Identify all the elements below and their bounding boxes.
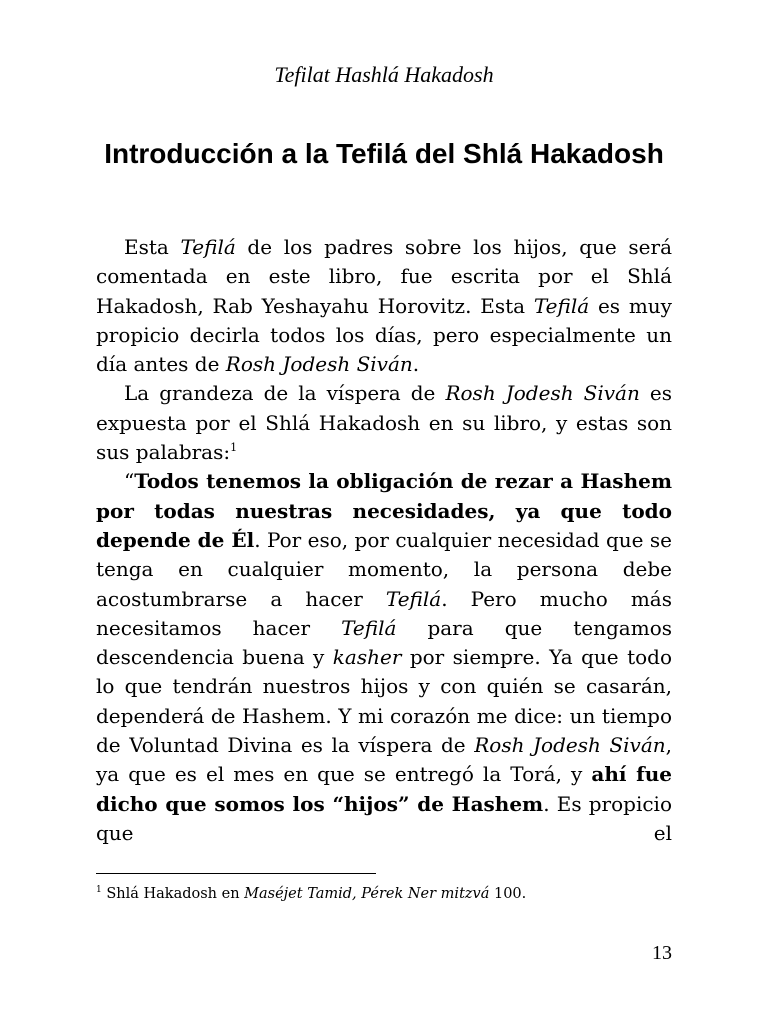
text-span: “ <box>124 469 135 494</box>
italic-term: Tefilá <box>385 586 442 611</box>
italic-term: Rosh Jodesh Siván <box>445 381 640 406</box>
paragraph-3-quotation <box>96 467 672 848</box>
italic-term: Maséjet Tamid, Pérek Ner mitzvá <box>244 886 490 902</box>
text-span: . <box>412 352 420 377</box>
page-number: 13 <box>652 942 672 964</box>
text-span: 100. <box>489 886 527 902</box>
text-span: de los padres sobre los hijos, que será comentada en este libro, fue escrita por el Shlá Hakadosh, Rab Yeshayahu Horovitz. Esta <box>96 235 672 318</box>
paragraph-2 <box>96 379 672 467</box>
text-span: . Por eso, por cualquier necesidad que se tenga en cualquier momento, la persona debe acostumbrarse a hacer <box>96 527 672 611</box>
text-span: Shlá Hakadosh en <box>101 886 245 902</box>
paragraph-1 <box>96 233 672 379</box>
text-span: es expuesta por el Shlá Hakadosh en su libro, y estas son sus palabras: <box>96 381 672 465</box>
italic-term: Tefilá <box>180 235 236 259</box>
chapter-title: Introducción a la Tefilá del Shlá Hakadosh <box>104 138 664 169</box>
text-span: La grandeza de la víspera de <box>124 381 446 406</box>
italic-term: Tefilá <box>341 615 397 640</box>
body-text <box>96 233 672 848</box>
italic-term: Rosh Jodesh Siván <box>474 733 666 758</box>
footnote-divider <box>96 873 376 874</box>
text-span: . Es propicio que el <box>96 791 672 845</box>
italic-term: Rosh Jodesh Siván <box>225 352 413 377</box>
footnote <box>96 884 672 904</box>
bold-emphasis: ahí fue dicho que somos los “hijos” de Hashem <box>96 762 672 816</box>
text-span: , ya que es el mes en que se entregó la Torá, y <box>96 733 672 787</box>
text-span: Esta <box>124 235 181 259</box>
text-span: . Pero mucho más necesitamos hacer <box>96 586 672 640</box>
text-span: para que tengamos descendencia buena y <box>96 615 672 670</box>
italic-term: kasher <box>332 645 402 670</box>
text-span: por siempre. Ya que todo lo que tendrán nuestros hijos y con quién se casarán, dependerá de Hashem. Y mi corazón me dice: un tiempo de Voluntad Divina es la víspera de <box>96 645 672 758</box>
footnote-marker: 1 <box>96 885 102 895</box>
italic-term: Tefilá <box>533 293 590 318</box>
running-head: Tefilat Hashlá Hakadosh <box>274 62 494 87</box>
bold-emphasis: Todos tenemos la obligación de rezar a Hashem por todas nuestras necesidades, ya que todo depende de Él <box>96 469 672 552</box>
text-span: es muy propicio decirla todos los días, pero especialmente un día antes de <box>96 293 672 377</box>
footnote-reference[interactable]: 1 <box>230 441 238 455</box>
